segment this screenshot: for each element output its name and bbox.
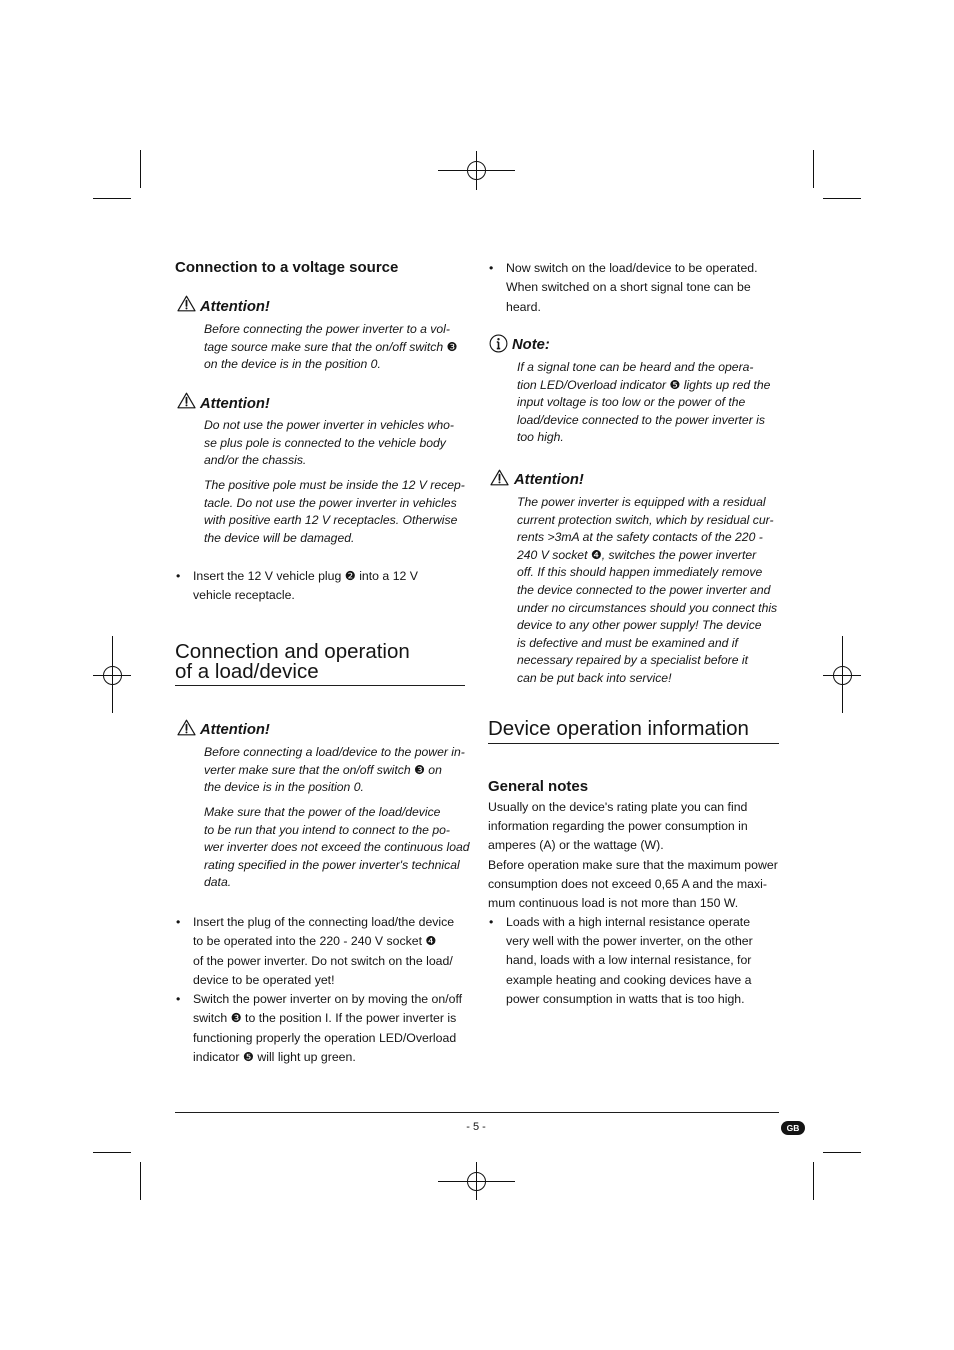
attention-text-load-1 — [204, 744, 465, 797]
section-heading-load-device — [175, 642, 410, 681]
attention-label: Attention! — [200, 722, 270, 738]
registration-mark-top — [438, 151, 515, 190]
attention-label: Attention! — [514, 472, 584, 488]
text-line: heard. — [506, 299, 541, 314]
text-line: with positive earth 12 V receptacles. Otherwise — [204, 513, 458, 528]
text-line: necessary repaired by a specialist before it — [517, 653, 749, 668]
text-line: too high. — [517, 430, 564, 445]
text-line: and/or the chassis. — [204, 453, 307, 468]
icon-shape — [186, 404, 188, 406]
warning-icon — [490, 469, 509, 486]
bullet-point: • — [176, 569, 181, 583]
text-line: power consumption in watts that is too high. — [506, 991, 745, 1006]
attention-label: Attention! — [200, 396, 270, 412]
attention-text-residual-current — [517, 494, 777, 688]
heading-underline — [175, 685, 465, 686]
icon-shape — [186, 731, 188, 733]
attention-label: Attention! — [200, 299, 270, 315]
icon-shape — [186, 307, 188, 309]
text-line: hand, loads with a low internal resistance, for — [506, 953, 752, 968]
text-line: Insert the 12 V vehicle plug ❷ into a 12 V — [193, 569, 418, 583]
info-icon — [489, 334, 508, 353]
bullet-item-internal-resistance — [489, 913, 753, 1009]
text-line: to be run that you intend to connect to the po- — [204, 822, 450, 837]
text-line: Before operation make sure that the maximum power — [488, 857, 778, 872]
text-line: tacle. Do not use the power inverter in vehicles — [204, 495, 457, 510]
text-line: vehicle receptacle. — [193, 588, 295, 603]
text-line: When switched on a short signal tone can be — [506, 280, 751, 295]
text-line: Before connecting the power inverter to a vol- — [204, 322, 450, 336]
text-line: Make sure that the power of the load/device — [204, 805, 441, 819]
attention-text-load-2 — [204, 804, 470, 892]
text-line: on the device is in the position 0. — [204, 357, 381, 372]
text-line: Loads with a high internal resistance operate — [506, 915, 751, 929]
text-line: the device connected to the power inverter and — [517, 582, 771, 597]
warning-icon — [177, 392, 196, 409]
footer-rule — [175, 1112, 779, 1113]
bullet-text — [506, 259, 758, 317]
text-line: example heating and cooking devices have a — [506, 972, 752, 987]
text-line: tage source make sure that the on/off switch ❸ — [204, 339, 458, 354]
text-line: amperes (A) or the wattage (W). — [488, 838, 664, 853]
country-badge: GB — [781, 1121, 805, 1135]
text-line: Before connecting a load/device to the power in- — [204, 745, 465, 759]
attention-text-voltage-source — [204, 321, 457, 374]
icon-shape — [497, 338, 499, 340]
heading-underline — [488, 743, 779, 744]
text-line: under no circumstances should you connect this — [517, 600, 778, 615]
text-line: Do not use the power inverter in vehicles who- — [204, 418, 454, 432]
text-line: data. — [204, 875, 232, 890]
text-line: can be put back into service! — [517, 670, 672, 685]
text-line: very well with the power inverter, on the other — [506, 934, 753, 949]
text-line: information regarding the power consumption in — [488, 819, 748, 834]
bullet-text — [506, 913, 753, 1009]
text-line: device to any other power supply! The device — [517, 618, 762, 633]
crop-mark-top-left — [93, 150, 141, 199]
text-line: Switch the power inverter on by moving the on/off — [193, 992, 463, 1006]
text-line: is defective and must be examined and if — [517, 635, 738, 650]
text-line: Insert the plug of the connecting load/the device — [193, 915, 455, 929]
bullet-item-vehicle-plug — [176, 567, 418, 606]
text-line: Usually on the device's rating plate you can find — [488, 800, 748, 814]
text-line: device to be operated yet! — [193, 972, 335, 987]
registration-mark-left — [93, 636, 131, 713]
text-line: to be operated into the 220 - 240 V socket ❹ — [193, 934, 437, 949]
attention-text-vehicle-2 — [204, 477, 465, 547]
bullet-item-switch-load — [489, 259, 758, 317]
text-line: current protection switch, which by residual cur- — [517, 512, 774, 527]
text-line: indicator ❺ will light up green. — [193, 1049, 356, 1064]
registration-mark-bottom — [438, 1162, 515, 1200]
attention-text-vehicle-1 — [204, 417, 454, 470]
crop-mark-top-right — [814, 150, 862, 199]
text-line: If a signal tone can be heard and the opera- — [517, 360, 754, 374]
text-line: load/device connected to the power inverter is — [517, 412, 765, 427]
bullet-text — [193, 913, 454, 990]
icon-shape — [497, 342, 500, 349]
bullet-point: • — [176, 992, 181, 1006]
text-line: input voltage is too low or the power of the — [517, 395, 746, 410]
text-line: The power inverter is equipped with a residual — [517, 495, 766, 509]
text-line: consumption does not exceed 0,65 A and the maxi- — [488, 876, 767, 891]
text-line: the device will be damaged. — [204, 530, 355, 545]
text-line: the device is in the position 0. — [204, 780, 364, 795]
text-line: off. If this should happen immediately remove — [517, 565, 763, 580]
text-line: switch ❸ to the position I. If the power inverter is — [193, 1011, 457, 1026]
subheading-general-notes: General notes — [488, 778, 589, 795]
text-line: rating specified in the power inverter's technical — [204, 857, 460, 872]
bullet-text — [193, 990, 462, 1067]
heading-line: of a load/device — [175, 659, 319, 683]
bullet-item-insert-plug — [176, 913, 454, 990]
text-line: of the power inverter. Do not switch on the load/ — [193, 953, 453, 968]
registration-mark-right — [823, 636, 861, 713]
crop-mark-bottom-right — [814, 1153, 862, 1201]
bullet-point: • — [176, 915, 181, 929]
text-line: mum continuous load is not more than 150 W. — [488, 896, 739, 911]
text-line: 240 V socket ❹, switches the power inverter — [517, 547, 757, 562]
general-notes-text — [488, 798, 778, 913]
warning-icon — [177, 719, 196, 736]
note-text — [517, 359, 770, 447]
note-label: Note: — [512, 337, 550, 353]
section-heading-device-operation: Device operation information — [488, 717, 749, 740]
page-number: - 5 - — [466, 1121, 486, 1133]
section-heading-voltage-source: Connection to a voltage source — [175, 259, 399, 276]
text-line: rents >3mA at the safety contacts of the 220 - — [517, 530, 763, 545]
crop-mark-bottom-left — [93, 1153, 141, 1201]
icon-shape — [499, 481, 501, 483]
bullet-text — [193, 567, 418, 606]
bullet-point: • — [489, 915, 494, 929]
text-line: verter make sure that the on/off switch ❸ on — [204, 762, 442, 777]
text-line: se plus pole is connected to the vehicle body — [204, 435, 446, 450]
text-line: Now switch on the load/device to be operated. — [506, 261, 758, 275]
warning-icon — [177, 295, 196, 312]
heading-line: Connection and operation — [175, 640, 410, 663]
bullet-point: • — [489, 261, 494, 275]
text-line: tion LED/Overload indicator ❺ lights up red the — [517, 377, 771, 392]
bullet-item-switch-on — [176, 990, 462, 1067]
text-line: wer inverter does not exceed the continuous load — [204, 840, 470, 855]
text-line: The positive pole must be inside the 12 V recep- — [204, 478, 465, 492]
text-line: functioning properly the operation LED/Overload — [193, 1030, 457, 1045]
